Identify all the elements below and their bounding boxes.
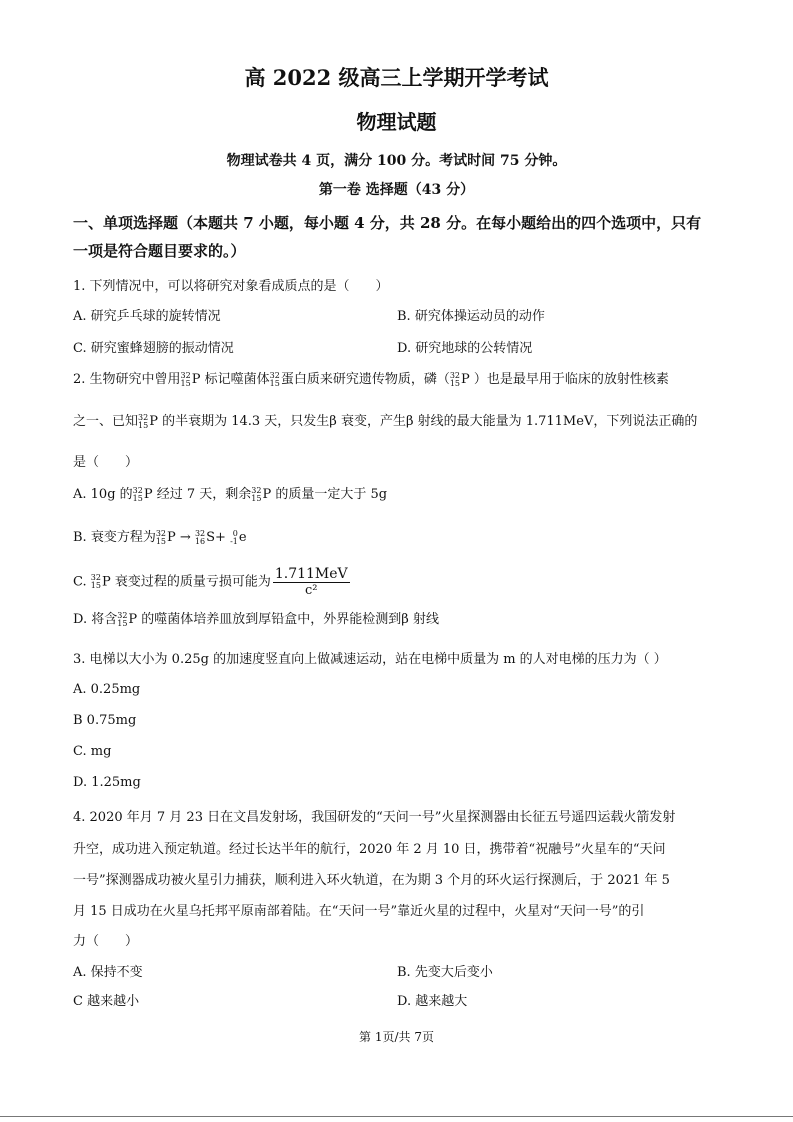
q1-option-c: C. 研究蜜蜂翅膀的振动情况 (73, 341, 234, 356)
q2-option-b: B. 衰变方程为 32 15 P → 32 16 S+ 0 -1 e (73, 528, 247, 546)
isotope-p32: 32 15 (449, 370, 461, 388)
subject-title: 物理试题 (356, 110, 437, 134)
page-number: 第 1页/共 7页 (359, 1030, 434, 1044)
q4-line5: 力（ ） (73, 934, 139, 949)
isotope-p32: 32 15 (269, 370, 280, 388)
section-heading-line1: 一、单项选择题（本题共 7 小题，每小题 4 分，共 28 分。在每小题给出的四个选项中，只有 (73, 214, 702, 232)
q3-option-d: D. 1.25mg (73, 775, 141, 790)
bottom-divider (0, 1116, 793, 1117)
q1-option-b: B. 研究体操运动员的动作 (397, 309, 545, 324)
isotope-p32: 32 15 (138, 412, 149, 430)
isotope-s32: 32 16 (194, 528, 206, 546)
q3-option-b: B 0.75mg (73, 713, 137, 728)
q2-option-d: D. 将含 32 15 P 的噬菌体培养皿放到厚铅盒中，外界能检测到β 射线 (73, 610, 439, 628)
section-heading-line2: 一项是符合题目要求的。） (73, 242, 246, 260)
exam-info: 物理试卷共 4 页，满分 100 分。考试时间 75 分钟。 (226, 153, 567, 169)
q1-option-a: A. 研究乒乓球的旋转情况 (73, 309, 221, 324)
q4-line4: 月 15 日成功在火星乌托邦平原南部着陆。在“天问一号”靠近火星的过程中，火星对“天问一号”的引 (73, 904, 645, 919)
isotope-p32: 32 15 (251, 485, 262, 503)
isotope-p32: 32 15 (117, 610, 128, 628)
q2-line3: 是（ ） (73, 455, 139, 470)
q4-line2: 升空，成功进入预定轨道。经过长达半年的航行，2020 年 2 月 10 日，携带着“祝融号”火星车的“天问 (73, 842, 666, 857)
q2-option-c: C. 32 15 P 衰变过程的质量亏损可能为 $\frac{\text{1.711MeV}}{\text{c²}}$ (73, 566, 348, 598)
isotope-electron: 0 -1 (230, 528, 238, 546)
isotope-p32: 32 15 (90, 573, 101, 590)
part-heading: 第一卷 选择题（43 分） (318, 182, 475, 198)
energy-fraction: $\frac{\text{1.711MeV}}{\text{c²}}$ (274, 566, 348, 598)
q3-option-c: C. mg (73, 744, 112, 759)
q3-stem: 3. 电梯以大小为 0.25g 的加速度竖直向上做减速运动，站在电梯中质量为 m 的人对电梯的压力为（ ） (73, 652, 667, 667)
q4-option-b: B. 先变大后变小 (397, 965, 493, 980)
q2-line1: 2. 生物研究中曾用 32 15 P 标记噬菌体 32 15 蛋白质来研究遗传物质，磷（ 32 15 P ）也是最早用于临床的放射性核素 (73, 370, 669, 388)
q4-option-c: C 越来越小 (73, 994, 140, 1009)
q4-line3: 一号”探测器成功被火星引力捕获，顺利进入环火轨道，在为期 3 个月的环火运行探测后，于 2021 年 5 (73, 873, 670, 888)
q1-option-d: D. 研究地球的公转情况 (397, 341, 533, 356)
q4-option-d: D. 越来越大 (397, 994, 468, 1009)
isotope-p32: 32 15 (180, 370, 191, 388)
q2-option-a: A. 10g 的 32 15 P 经过 7 天，剩余 32 15 P 的质量一定大于 5g (73, 485, 388, 503)
isotope-p32: 32 15 (155, 528, 167, 546)
q3-option-a: A. 0.25mg (73, 682, 141, 697)
q2-line2: 之一、已知 32 15 P 的半衰期为 14.3 天，只发生β 衰变，产生β 射线的最大能量为 1.711MeV，下列说法正确的 (73, 412, 698, 430)
q4-line1: 4. 2020 年月 7 月 23 日在文昌发射场，我国研发的“天问一号”火星探测器由长征五号遥四运载火箭发射 (73, 810, 676, 825)
q4-option-a: A. 保持不变 (73, 965, 143, 980)
isotope-p32: 32 15 (132, 485, 143, 503)
q1-stem: 1. 下列情况中，可以将研究对象看成质点的是（ ） (73, 279, 389, 294)
exam-title: 高 2022 级高三上学期开学考试 (244, 65, 549, 90)
